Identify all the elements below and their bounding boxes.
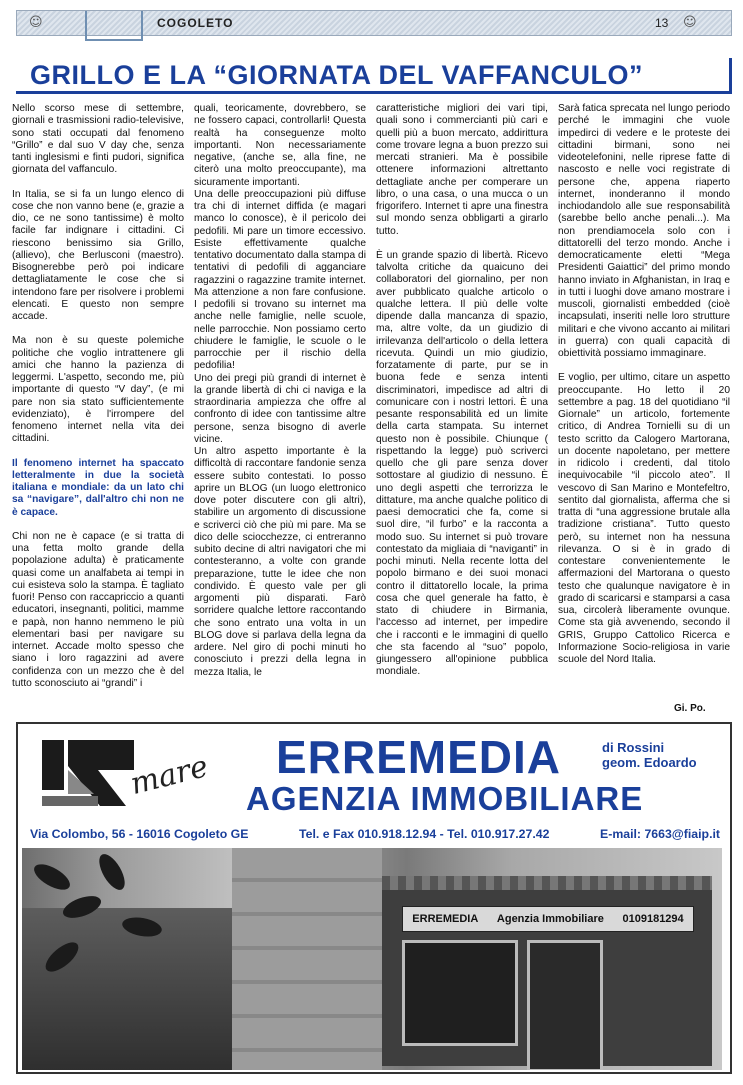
paragraph: È un grande spazio di libertà. Ricevo talvolta critiche da quaicuno dei collaboratori del giornalino, per non aver pubblicato qualche articolo o qualche lettera. Il più delle volte dipende dalla mancanza di spazio, ma, altre volte, da un giudizio di irrilevanza dell'articolo o della lettera ricevuta. Quindi un mio giudizio, forzatamente di parte, pur se in buona fede e senza intenti discriminatori, impedisce ad altri di comunicare con i nostri lettori. È una pesante responsabilità ed un limite della carta stampata. Su internet questo non è possibile. Chiunque ( rispettando la legge) può scriverci quello che gli pare senza dover sottostare al giudizio di nessuno. È uno degli aspetti che terrorizza le dittature, ma anche qualche politico di paesi democratici che fa, come si suol dire, “il furbo” e la racconta a modo suo. Su internet si può trovare contestato da migliaia di “naviganti” in pochi minuti. Nella recente lotta del popolo birmano e dei suoi monaci contro il dittatorello locale, la prima cosa che quel generale ha fatto, è stato di chiudere in Birmania, l'accesso ad internet, per impedire che i racconti e le immagini di quello che sta facendo al “suo” popolo, giungessero all'opinione pubblica mondiale. [376,249,548,678]
paragraph: caratteristiche migliori dei vari tipi, quali sono i commercianti più cari e quelli più a buon mercato, addirittura come trovare legna a buon prezzo sui mercati stranieri. Ma è possibile ottenere informazioni altrettanto dettagliate anche per comperare un libro, o una casa, o una mucca o un frigorifero. Internet ti apre una finestra sul mondo senza obbligarti a girarlo tutto. [376,103,548,237]
paragraph: In Italia, se si fa un lungo elenco di cose che non vanno bene (e, grazie a dio, ce ne sono tantissime) è molto facile far indignare i cittadini. Ci riescono benissimo sia Grillo, (allievo), che Berlusconi (maestro). Bisognerebbe però poi indicare dettagliatamente le cose che si intendono fare per risolvere i problemi elencati. E questo non sempre accade. [12,188,184,322]
section-title: COGOLETO [157,16,234,30]
article-column-3 [376,103,548,693]
paragraph: Un altro aspetto importante è la difficoltà di raccontare fandonie senza essere subito contestati. Io posso aprire un BLOG (un luogo elettronico dove poter discutere con gli altri), stabilire un argomento di discussione e scriverci ciò che più mi pare. Ma se dico delle sciocchezze, ci entreranno subito decine di altri navigatori che mi contesteranno, a volte con grande preparazione, tutte le idee che non condivido. È questo vale per gli argomenti più disparati. Farò sorridere qualche lettore raccontando che sono entrato una volta in un BLOG dove si parlava della legna da ardere. Nel giro di pochi minuti ho conosciuto i prezzi della legna in mezza Italia, le [194,446,366,678]
author-signature: Gi. Po. [674,703,706,714]
phone-numbers: Tel. e Fax 010.918.12.94 - Tel. 010.917.27.42 [299,827,550,841]
sign-agency: Agenzia Immobiliare [496,913,604,925]
address: Via Colombo, 56 - 16016 Cogoleto GE [30,827,249,841]
paragraph: Sarà fatica sprecata nel lungo periodo perché le immagini che vuole impedirci di vedere e le proteste dei cittadini birmani, sono nei videotelefonini, nelle riprese fatte di nascosto e nelle voci registrate di persone che, appena riaperto internet, inonderanno il mondo inchiodandolo alle sue responsabilità (sarebbe bello anche penali...). Ma non prendiamocela solo con i dittatorelli del terzo mondo. Anche i democraticamente eletti “Mega Presidenti Gaiattici” del primo mondo hanno inviato in Afghanistan, in Iraq e in tutti i luoghi dove amano mostrare i muscoli, giornalisti embedded (cioè incapsulati, inseriti nelle loro strutture militari e che vivono accanto ai militari in guerra) con quali capacità di obiettività possiamo immaginare. [558,103,730,359]
paragraph: Nello scorso mese di settembre, giornali e trasmissioni radio-televisive, sono stati occupati dal fenomeno “Grillo” e dal suo V day che, senza tanti inglesismi e finti pudori, significa giornata del vaffanculo. [12,103,184,176]
office-interior [22,908,232,1070]
brand-name: ERREMEDIA [276,731,562,783]
logo-script-text: mare [126,749,212,802]
page-number: 13 [655,16,669,30]
paragraph: Chi non ne è capace (e si tratta di una fetta molto grande della popolazione adulta) è praticamente quasi come un analfabeta ai tempi in cui esisteva solo la stampa. È tagliato fuori! Penso con raccapriccio a quanti educatori, insegnanti, politici, mamme e papà, non hanno nemmeno le più elementari basi per navigare su internet. Accade molto spesso che siano i loro ragazzini ad avere confidenza con un mezzo che è del tutto sconosciuto ai “grandi” i [12,530,184,689]
paragraph: Ma non è su queste polemiche politiche che voglio intrattenere gli amici che hanno la pazienza di leggermi. L'aspetto, secondo me, più importante di questo “V day”, (e mi pare non sia stato sufficientemente evidenziato), è l'irrompere del fenomeno internet nella vita dei cittadini. [12,335,184,445]
headline-box [16,58,732,94]
shop-photo [22,848,722,1070]
erremedia-logo-icon [38,736,138,811]
article-column-1 [12,103,184,693]
email: E-mail: 7663@fiaip.it [600,827,720,841]
awning [382,876,712,890]
article-column-4 [558,103,730,693]
real-estate-ad [16,722,732,1074]
agency-title: AGENZIA IMMOBILIARE [246,780,644,817]
building-facade [232,848,382,1070]
sign-phone: 0109181294 [622,913,684,925]
header-tab-frame [85,11,143,41]
page-header [16,10,732,36]
paragraph: E voglio, per ultimo, citare un aspetto preoccupante. Ho letto il 20 settembre a pag. 18 del quotidiano “il Giornale” un articolo, fortemente critico, di Andrea Tornielli su di un testo scritto da Calogero Martorana, un docente napoletano, per mettere in ridicolo i credenti, dal titolo inequivocabile “il piccolo ateo”. Il vescovo di San Marino e Montefeltro, sentito dal giornalista, afferma che si tratta di “una aggressione brutale alla tradizione cristiana”. Tutto questo però, su internet non ha nessuna rilevanza. O si è in grado di contestare convenientemente le affermazioni del Martorana o questo testo che qualunque navigatore è in grado di scaricarsi e stamparsi a casa sua, circolerà liberamente ovunque. Come sta già avvenendo, secondo il GRIS, Gruppo Cattolico Ricerca e Informazione Socio-religiosa in varie scuole del Nord Italia. [558,372,730,665]
plant-leaf [30,859,74,895]
paragraph: Una delle preoccupazioni più diffuse tra chi di internet diffida (e magari manco lo conosce), è il pericolo dei pedofili. Mi pare un timore eccessivo. Esiste effettivamente qualche tentativo documentato dalla stampa di tentativi di pedofili di agganciare ragazzini o ragazzine tramite internet. Ma attenzione a non fare confusione. I pedofili si trovano su internet ma anche nelle famiglie, nelle scuole, nelle parrocchie. Non possiamo certo chiudere le famiglie, le scuole o le parrocchie per il rischio della pedofilia! [194,188,366,372]
paragraph: Uno dei pregi più grandi di internet è la grande libertà di chi ci naviga e la straordinaria ampiezza che offre al confronto di idee con tantissime altre persone, senza bisogno di averle vicine. [194,372,366,445]
plant-leaf [94,850,130,894]
article-column-2 [194,103,366,693]
highlight-paragraph: Il fenomeno internet ha spaccato letteralmente in due la società italiana e mondiale: da un lato chi sa “navigare”, dall'altro chi non ne è capace. [12,457,184,518]
owner-line: geom. Edoardo [602,755,697,770]
sign-brand: ERREMEDIA [412,913,479,925]
smiley-icon: ☺ [683,15,697,30]
paragraph: quali, teoricamente, dovrebbero, se ne fossero capaci, controllarli! Questa realtà ha conseguenze molto importanti. Non necessariamente negative, (anche se, alla fine, ne citerò una molto preoccupante), ma sicuramente importanti. [194,103,366,188]
article-headline: GRILLO E LA “GIORNATA DEL VAFFANCULO” [30,60,643,90]
shop-sign [402,906,694,932]
owner-line: di Rossini [602,740,665,755]
shop-window [402,940,518,1046]
contact-line [30,827,720,841]
shop-door [527,940,603,1070]
owner-info [602,740,697,770]
smiley-icon: ☺ [29,15,43,30]
